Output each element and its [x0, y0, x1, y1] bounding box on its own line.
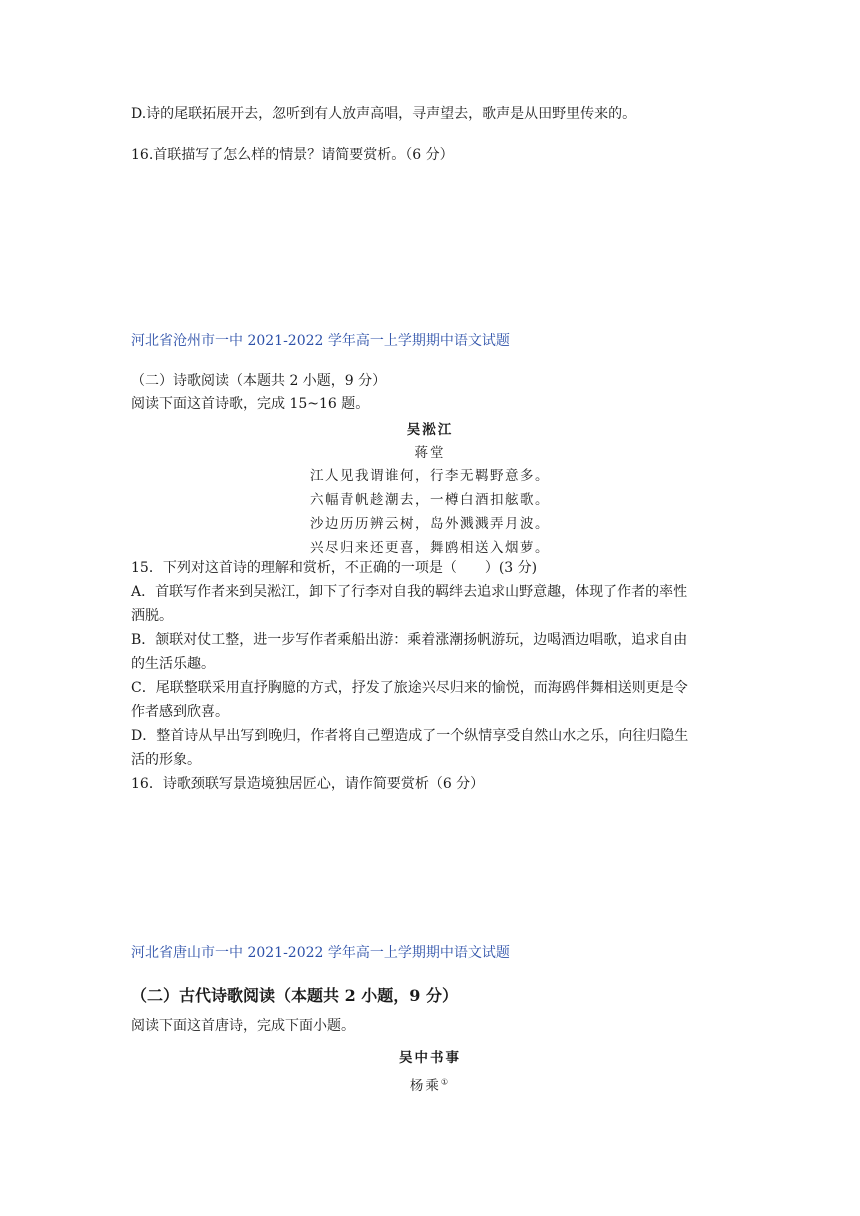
poem-line: 江人见我谓谁何，行李无羁野意多。 [310, 468, 550, 484]
question-16-text: 16.首联描写了怎么样的情景？请简要赏析。（6 分） [131, 147, 454, 163]
option-d-line1: D．整首诗从早出写到晚归，作者将自己塑造成了一个纵情享受自然山水之乐，向往归隐生 [131, 728, 689, 744]
poem-line: 六幅青帆趁潮去，一樽白酒扣舷歌。 [310, 492, 550, 508]
section-heading: （二）诗歌阅读（本题共 2 小题，9 分） [131, 373, 387, 389]
poem-line: 沙边历历辨云树，岛外溅溅弄月波。 [310, 516, 550, 532]
reading-instruction-2: 阅读下面这首唐诗，完成下面小题。 [131, 1018, 355, 1034]
option-d-text: D.诗的尾联拓展开去，忽听到有人放声高唱，寻声望去，歌声是从田野里传来的。 [131, 106, 637, 122]
poem-author-name: 杨乘 [409, 1078, 441, 1094]
poem-title: 吴淞江 [406, 422, 454, 438]
option-d-line2: 活的形象。 [131, 752, 201, 768]
question-15-text: 15．下列对这首诗的理解和赏析，不正确的一项是（ ）(3 分) [131, 560, 538, 576]
poem-line: 兴尽归来还更喜，舞鸥相送入烟萝。 [310, 540, 550, 556]
reading-instruction: 阅读下面这首诗歌，完成 15~16 题。 [131, 396, 370, 412]
footnote-marker: ① [440, 1077, 451, 1087]
option-c-line2: 作者感到欣喜。 [131, 704, 229, 720]
question-16-poem-text: 16．诗歌颈联写景造境独居匠心，请作简要赏析（6 分） [131, 776, 485, 792]
option-b-line1: B．颔联对仗工整，进一步写作者乘船出游：乘着涨潮扬帆游玩，边喝酒边唱歌，追求自由 [131, 632, 688, 648]
option-b-line2: 的生活乐趣。 [131, 656, 215, 672]
source-link-tangshan[interactable]: 河北省唐山市一中 2021-2022 学年高一上学期期中语文试题 [131, 945, 510, 961]
poem-author: 蒋堂 [414, 445, 446, 461]
poem-author-2 [0, 1074, 860, 1094]
option-a-line2: 洒脱。 [131, 608, 173, 624]
option-a-line1: A．首联写作者来到吴淞江，卸下了行李对自我的羁绊去追求山野意趣，体现了作者的率性 [131, 584, 688, 600]
section-heading-bold: （二）古代诗歌阅读（本题共 2 小题，9 分） [131, 986, 458, 1005]
option-c-line1: C．尾联整联采用直抒胸臆的方式，抒发了旅途兴尽归来的愉悦，而海鸥伴舞相送则更是令 [131, 680, 688, 696]
source-link-cangzhou[interactable]: 河北省沧州市一中 2021-2022 学年高一上学期期中语文试题 [131, 333, 510, 349]
poem-title-2: 吴中书事 [399, 1050, 461, 1066]
